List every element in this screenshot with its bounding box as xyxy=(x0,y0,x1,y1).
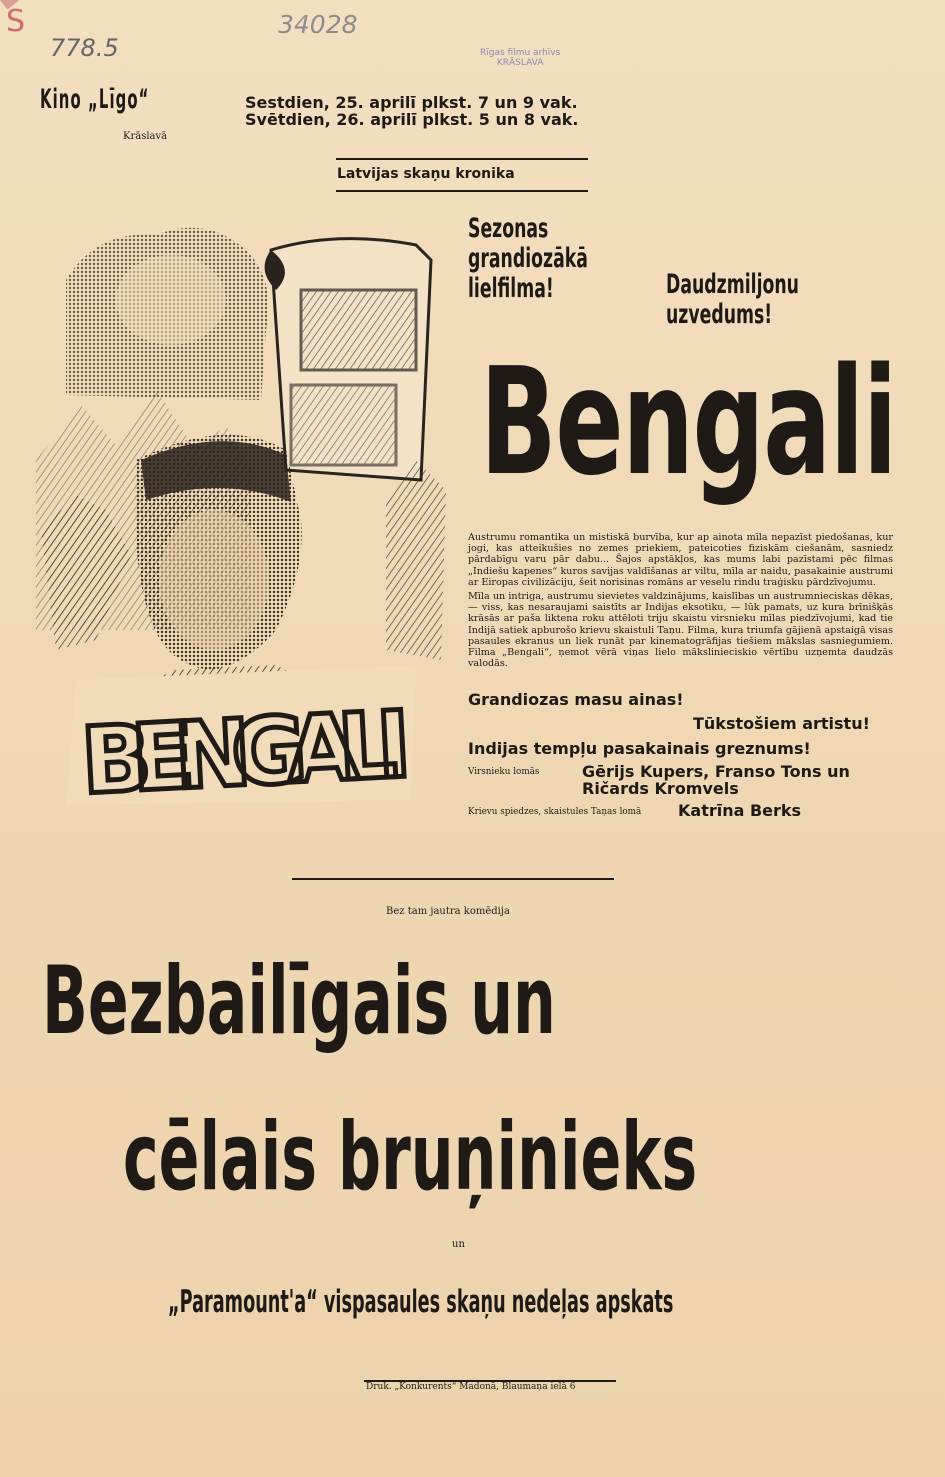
cast-list xyxy=(582,763,902,797)
highlight-artists: Tūkstošiem artistu! xyxy=(693,714,870,733)
archive-stamp xyxy=(480,48,560,68)
stamp-line: KRĀSLAVA xyxy=(496,58,544,68)
screening-line: Svētdien, 26. aprilī plkst. 5 un 8 vak. xyxy=(245,110,579,129)
poster-logo-text: BENGALI xyxy=(78,690,414,805)
stamp-line: Rīgas filmu arhīvs xyxy=(480,48,561,58)
program-connector: un xyxy=(452,1239,465,1250)
tagline-season: Sezonas grandiozākā lielfilma! xyxy=(468,213,588,304)
cinema-name: Kino „Līgo“ xyxy=(40,84,150,115)
illustration-svg xyxy=(36,210,446,805)
cast-label: Virsnieku lomās xyxy=(468,767,540,777)
highlight-mass-scenes: Grandiozas masu ainas! xyxy=(468,690,684,709)
screening-times xyxy=(245,94,578,128)
russian-role-actor: Katrīna Berks xyxy=(678,801,802,820)
second-title-line2: cēlais bruņinieks xyxy=(123,1103,698,1212)
divider xyxy=(292,878,614,880)
screening-line: Sestdien, 25. aprilī plkst. 7 un 9 vak. xyxy=(245,93,578,112)
cast-line: Gērijs Kupers, Franso Tons un xyxy=(582,762,850,781)
cinema-city: Krāslavā xyxy=(123,131,168,142)
cast-line: Ričards Kromvels xyxy=(582,779,739,798)
divider xyxy=(336,190,588,192)
divider xyxy=(336,158,588,160)
description-paragraph: Mīla un intriga, austrumu sievietes valdzinājums, kaislības un austrumnieciskas dēkas, — viss, kas nesaraujami saistīts ar Indijas eksotiku, — lūk pamats, uz kura brīnišķās krāsās ar paša liktena roku attēloti triju skaistu virsnieku mīlas piedzīvojumi, kad tie Indijā satiek apburošo krievu skaistuli Taņu. Filma, kura triumfa gājienā apstaigā visas pasaules ekranus un liek runāt par kinematogrāfijas tiešiem mākslas sasniegumiem. Filma „Bengali“, ņemot vērā viņas lielo mākslinieciskio vērtību uzņemta daudzās valodās. xyxy=(468,591,893,670)
highlight-temples: Indijas tempļu pasakainais greznums! xyxy=(468,739,811,758)
second-title-line1: Bezbailīgais un xyxy=(42,947,556,1056)
bengali-illustration-icon xyxy=(36,210,446,805)
archive-catalog-number: 34028 xyxy=(278,10,358,39)
archive-corner-mark: S xyxy=(6,4,26,39)
second-program-intro: Bez tam jautra komēdija xyxy=(386,906,510,917)
newsreel-label: Latvijas skaņu kronika xyxy=(337,166,515,182)
printer-credit: Druk. „Konkurents“ Madonā, Blaumaņa ielā 6 xyxy=(366,1382,576,1392)
tagline-millions: Daudzmiljonu uzvedums! xyxy=(666,269,799,330)
feature-title: Bengali xyxy=(480,336,897,508)
russian-role-label: Krievu spiedzes, skaistules Taņas lomā xyxy=(468,807,642,817)
archive-shelf-number: 778.5 xyxy=(50,34,119,62)
paramount-newsreel: „Paramount'a“ vispasaules skaņu nedeļas apskats xyxy=(168,1284,674,1320)
description-paragraph: Austrumu romantika un mistiskā burvība, kur ap ainota mīla nepazīst piedošanas, kur jogi, kas atteikušies no zemes priekiem, pateicoties fiziskām ciešanām, sasniedz pārdabīgu varu pār dabu... Šajos apstākļos, kas mums labi pazīstami pēc filmas „Indiešu kapenes“ kuros savijas valdīšanas ar viltu, mīla ar naidu, pasakainie austrumi ar Eiropas civilizāciju, šeit norisinas romāns ar veselu rindu traģisku pārdzīvojumu. xyxy=(468,532,893,588)
feature-description xyxy=(468,532,893,672)
